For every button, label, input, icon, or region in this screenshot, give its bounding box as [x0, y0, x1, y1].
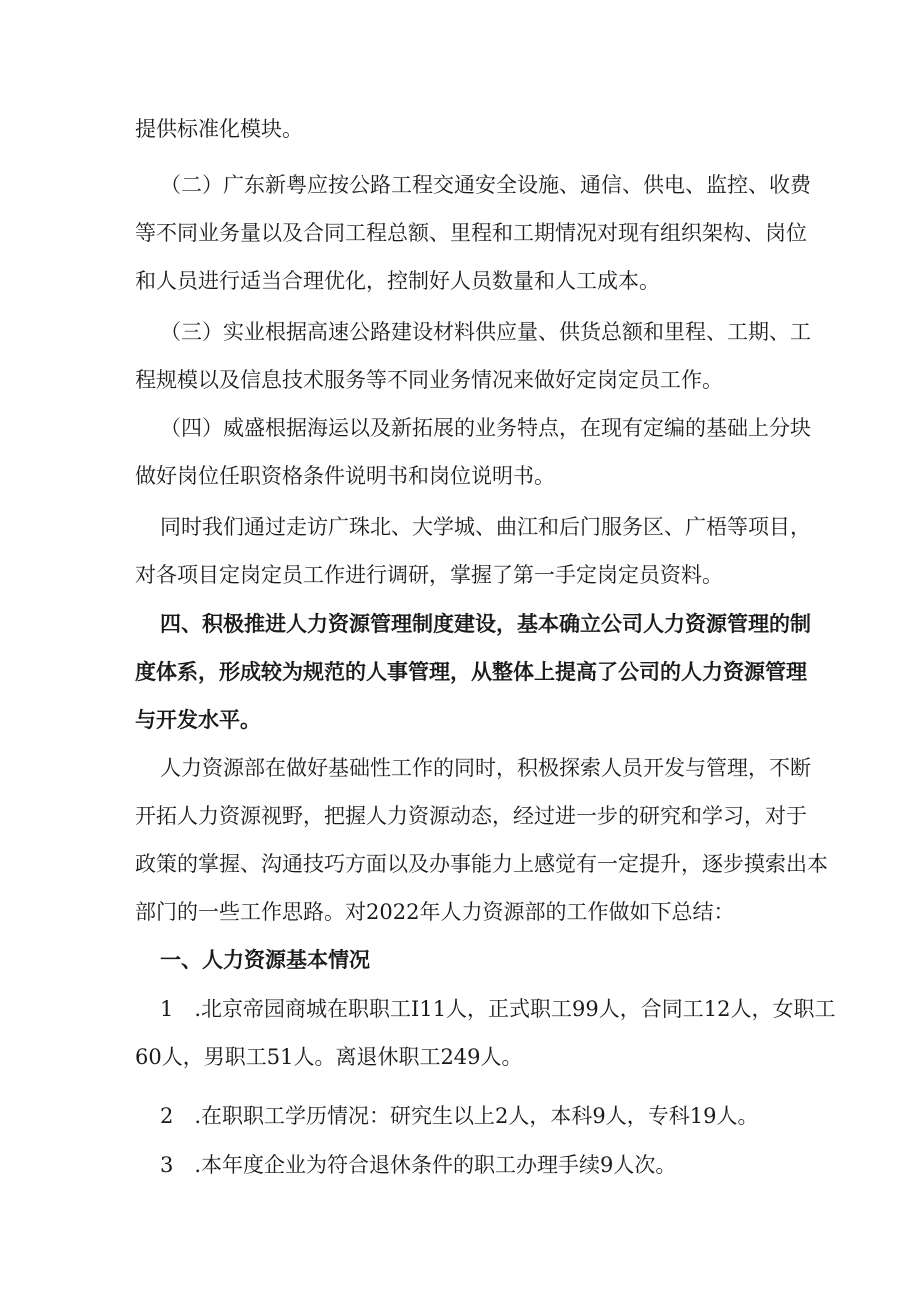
paragraph-3-line-1: （三）实业根据高速公路建设材料供应量、供货总额和里程、工期、工	[160, 320, 811, 344]
paragraph-2-line-1: （二）广东新粤应按公路工程交通安全设施、通信、供电、监控、收费	[160, 173, 811, 197]
paragraph-5-line-1: 同时我们通过走访广珠北、大学城、曲江和后门服务区、广梧等项目，	[160, 515, 811, 539]
section-heading-1: 一、人力资源基本情况	[160, 947, 370, 972]
section-heading-4-line-3: 与开发水平。	[135, 707, 261, 732]
paragraph-6-line-2: 开拓人力资源视野，把握人力资源动态，经过进一步的研究和学习，对于	[135, 804, 807, 828]
list-item-3: 3 .本年度企业为符合退休条件的职工办理手续9人次。	[160, 1153, 677, 1177]
text-line: 提供标准化模块。	[135, 117, 303, 141]
list-item-2: 2 .在职职工学历情况：研究生以上2人，本科9人，专科19人。	[160, 1104, 759, 1128]
paragraph-5-line-2: 对各项目定岗定员工作进行调研，掌握了第一手定岗定员资料。	[135, 563, 723, 587]
section-heading-4-line-1: 四、积极推进人力资源管理制度建设，基本确立公司人力资源管理的制	[160, 611, 811, 636]
paragraph-4-line-1: （四）威盛根据海运以及新拓展的业务特点，在现有定编的基础上分块	[160, 416, 811, 440]
section-heading-4-line-2: 度体系，形成较为规范的人事管理，从整体上提高了公司的人力资源管理	[135, 659, 807, 684]
list-item-1-line-2: 60人，男职工51人。离退休职工249人。	[135, 1045, 523, 1069]
paragraph-4-line-2: 做好岗位任职资格条件说明书和岗位说明书。	[135, 464, 555, 488]
paragraph-6-line-4: 部门的一些工作思路。对2022年人力资源部的工作做如下总结：	[135, 900, 735, 924]
paragraph-2-line-3: 和人员进行适当合理优化，控制好人员数量和人工成本。	[135, 269, 660, 293]
list-item-1-line-1: 1 .北京帝园商城在职职工I11人，正式职工99人，合同工12人，女职工	[160, 997, 836, 1021]
paragraph-6-line-3: 政策的掌握、沟通技巧方面以及办事能力上感觉有一定提升，逐步摸索出本	[135, 852, 828, 876]
paragraph-6-line-1: 人力资源部在做好基础性工作的同时，积极探索人员开发与管理，不断	[160, 756, 811, 780]
paragraph-2-line-2: 等不同业务量以及合同工程总额、里程和工期情况对现有组织架构、岗位	[135, 221, 807, 245]
paragraph-3-line-2: 程规模以及信息技术服务等不同业务情况来做好定岗定员工作。	[135, 368, 723, 392]
